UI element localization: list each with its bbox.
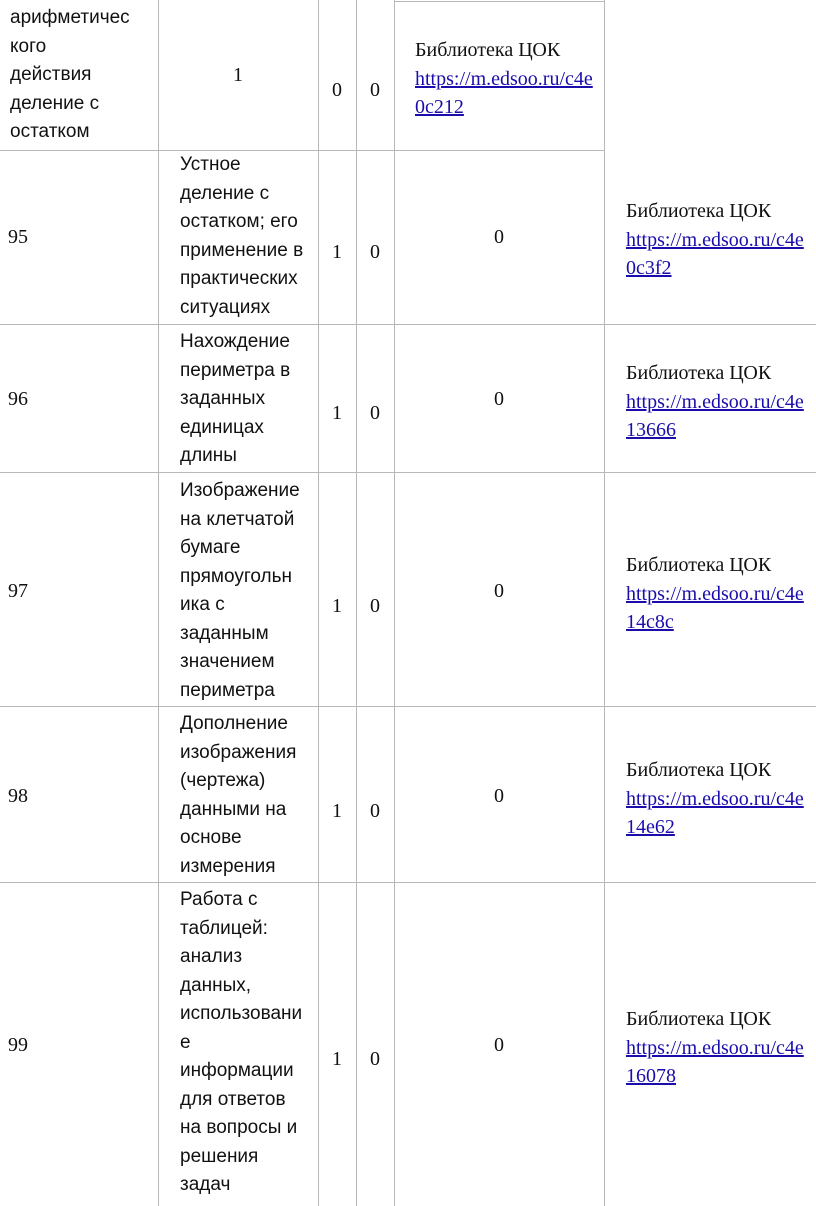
resource-title: Библиотека ЦОК xyxy=(415,39,561,61)
topic-line: основе xyxy=(180,827,242,848)
topic-line: остатком xyxy=(10,121,90,142)
topic-line: прямоугольн xyxy=(180,565,292,587)
topic-line: применение в xyxy=(180,239,304,261)
topic-line: Дополнение xyxy=(180,713,288,734)
resource-link[interactable]: 14c8c xyxy=(626,611,674,633)
topic-line: Работа с xyxy=(180,889,258,910)
topic-line: деление с xyxy=(180,182,270,204)
topic-line: значением xyxy=(180,651,275,672)
topic-line: е xyxy=(180,1031,191,1053)
row-divider xyxy=(0,324,816,325)
topic-line: изображения xyxy=(180,741,297,763)
control-value: 0 xyxy=(370,595,380,617)
practical-value: 0 xyxy=(494,580,504,602)
topic-line: ика с xyxy=(180,594,225,615)
column-divider xyxy=(604,150,605,1206)
resource-link[interactable]: 0c3f2 xyxy=(626,257,672,279)
topic-line: задач xyxy=(180,1174,231,1195)
practical-value: 0 xyxy=(494,785,504,807)
row-divider xyxy=(0,706,816,707)
topic-line: кого xyxy=(10,35,47,57)
topic-line: действия xyxy=(10,64,92,85)
resource-title: Библиотека ЦОК xyxy=(626,1008,772,1030)
column-divider xyxy=(158,150,159,1206)
topic-line: (чертежа) xyxy=(180,770,266,791)
resource-link[interactable]: https://m.edsoo.ru/c4e xyxy=(626,228,804,251)
topic-line: данными на xyxy=(180,798,287,820)
column-divider xyxy=(318,0,319,150)
topic-line: периметра xyxy=(180,679,275,701)
topic-line: деление с xyxy=(10,92,100,114)
row-number: 98 xyxy=(8,785,28,807)
hours-total-value: 1 xyxy=(233,64,243,86)
practical-value: 0 xyxy=(494,388,504,410)
resource-link[interactable]: 14e62 xyxy=(626,816,675,838)
topic-line: на клетчатой xyxy=(180,508,295,530)
hours-total-value: 1 xyxy=(332,595,342,617)
resource-title: Библиотека ЦОК xyxy=(626,200,772,222)
topic-line: остатком; его xyxy=(180,211,298,232)
hours-total-value: 1 xyxy=(332,800,342,822)
topic-line: периметра в xyxy=(180,359,291,381)
resource-link[interactable]: 16078 xyxy=(626,1065,676,1087)
topic-line: заданным xyxy=(180,622,269,644)
resource-link[interactable]: https://m.edsoo.ru/c4e xyxy=(626,390,804,413)
row-divider xyxy=(0,882,816,883)
resource-title: Библиотека ЦОК xyxy=(626,554,772,576)
topic-line: таблицей: xyxy=(180,917,268,939)
row-number: 96 xyxy=(8,388,28,410)
topic-line: Нахождение xyxy=(180,331,290,352)
resource-link[interactable]: https://m.edsoo.ru/c4e xyxy=(626,1036,804,1059)
topic-line: решения xyxy=(180,1145,259,1167)
topic-line: для ответов xyxy=(180,1088,286,1110)
topic-line: измерения xyxy=(180,855,276,877)
resource-title: Библиотека ЦОК xyxy=(626,362,772,384)
control-value: 0 xyxy=(370,1048,380,1070)
row-number: 97 xyxy=(8,580,28,602)
control-value: 0 xyxy=(370,241,380,263)
topic-line: арифметичес xyxy=(10,7,130,28)
practical-value: 0 xyxy=(370,79,380,101)
topic-line: единицах xyxy=(180,416,264,438)
control-value: 0 xyxy=(332,79,342,101)
practical-value: 0 xyxy=(494,226,504,248)
row-divider xyxy=(0,150,604,151)
topic-line: длины xyxy=(180,445,237,466)
column-divider xyxy=(604,0,605,150)
row-number: 95 xyxy=(8,226,28,248)
topic-line: заданных xyxy=(180,388,266,409)
topic-line: Устное xyxy=(180,154,241,175)
topic-line: анализ xyxy=(180,946,243,967)
row-divider xyxy=(394,1,604,2)
topic-line: на вопросы и xyxy=(180,1117,298,1138)
hours-total-value: 1 xyxy=(332,1048,342,1070)
practical-value: 0 xyxy=(494,1034,504,1056)
topic-line: ситуациях xyxy=(180,296,271,318)
resource-link[interactable]: https://m.edsoo.ru/c4e xyxy=(415,67,593,90)
topic-line: бумаге xyxy=(180,537,241,558)
topic-line: Изображение xyxy=(180,480,300,501)
hours-total-value: 1 xyxy=(332,241,342,263)
resource-link[interactable]: 13666 xyxy=(626,419,676,441)
resource-link[interactable]: 0c212 xyxy=(415,96,464,118)
control-value: 0 xyxy=(370,800,380,822)
topic-line: данных, xyxy=(180,974,252,996)
row-divider xyxy=(0,472,816,473)
topic-line: использовани xyxy=(180,1003,303,1024)
hours-total-value: 1 xyxy=(332,402,342,424)
resource-link[interactable]: https://m.edsoo.ru/c4e xyxy=(626,787,804,810)
control-value: 0 xyxy=(370,402,380,424)
resource-link[interactable]: https://m.edsoo.ru/c4e xyxy=(626,582,804,605)
topic-line: практических xyxy=(180,268,298,289)
column-divider xyxy=(394,0,395,150)
resource-title: Библиотека ЦОК xyxy=(626,759,772,781)
topic-line: информации xyxy=(180,1060,294,1081)
row-number: 99 xyxy=(8,1034,28,1056)
column-divider xyxy=(356,0,357,150)
